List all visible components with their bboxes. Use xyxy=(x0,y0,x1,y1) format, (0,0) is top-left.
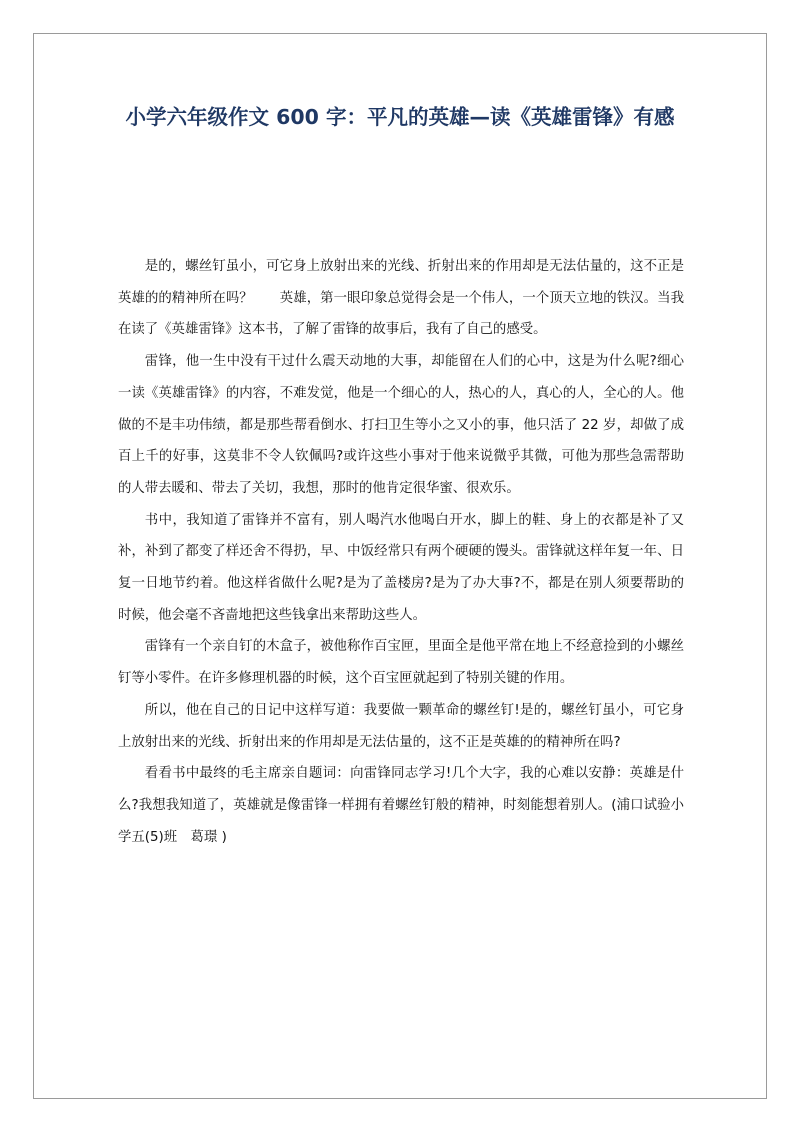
document-title: 小学六年级作文 600 字：平凡的英雄—读《英雄雷锋》有感 xyxy=(125,105,675,129)
paragraph: 雷锋，他一生中没有干过什么震天动地的大事，却能留在人们的心中，这是为什么呢?细心一读《英雄雷锋》的内容，不难发觉，他是一个细心的人，热心的人，真心的人，全心的人。他做的不是丰功伟绩，都是那些帮看倒水、打扫卫生等小之又小的事，他只活了 22 岁，却做了成百上千的好事，这莫非不令人钦佩吗?或许这些小事对于他来说微乎其微，可他为那些急需帮助的人带去暖和、带去了关切，我想，那时的他肯定很华蜜、很欢乐。 xyxy=(118,354,684,496)
document-body xyxy=(118,251,684,853)
paragraph: 是的，螺丝钉虽小，可它身上放射出来的光线、折射出来的作用却是无法估量的，这不正是英雄的的精神所在吗？ 英雄，第一眼印象总觉得会是一个伟人，一个顶天立地的铁汉。当我在读了《英雄雷锋》这本书，了解了雷锋的故事后，我有了自己的感受。 xyxy=(118,259,684,338)
paragraph: 所以，他在自己的日记中这样写道：我要做一颗革命的螺丝钉!是的，螺丝钉虽小，可它身上放射出来的光线、折射出来的作用却是无法估量的，这不正是英雄的的精神所在吗? xyxy=(118,702,684,750)
paragraph: 书中，我知道了雷锋并不富有，别人喝汽水他喝白开水，脚上的鞋、身上的衣都是补了又补，补到了都变了样还舍不得扔，早、中饭经常只有两个硬硬的馒头。雷锋就这样年复一年、日复一日地节约着。他这样省做什么呢?是为了盖楼房?是为了办大事?不，都是在别人须要帮助的时候，他会毫不吝啬地把这些钱拿出来帮助这些人。 xyxy=(118,512,684,623)
paragraph: 雷锋有一个亲自钉的木盒子，被他称作百宝匣，里面全是他平常在地上不经意捡到的小螺丝钉等小零件。在许多修理机器的时候，这个百宝匣就起到了特别关键的作用。 xyxy=(118,639,684,687)
paragraph: 看看书中最终的毛主席亲自题词：向雷锋同志学习!几个大字，我的心难以安静：英雄是什么?我想我知道了，英雄就是像雷锋一样拥有着螺丝钉般的精神，时刻能想着别人。(浦口试验小学五(5)班 葛璟 ) xyxy=(118,766,684,845)
